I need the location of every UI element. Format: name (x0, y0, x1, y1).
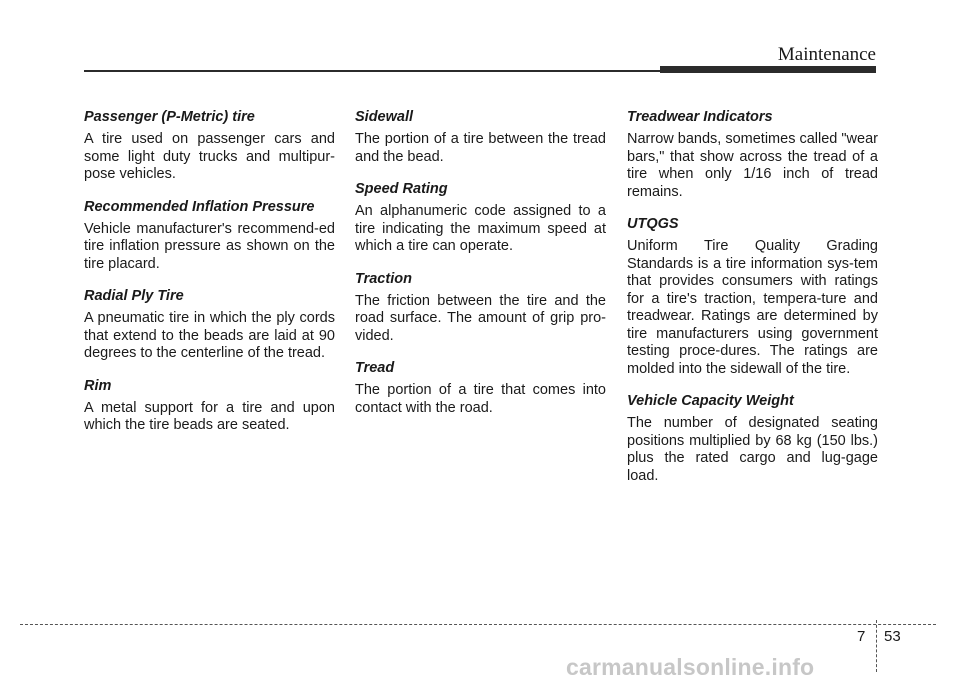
section-heading: Rim (84, 377, 112, 394)
footer-divider (876, 620, 877, 672)
page-number: 53 (884, 628, 901, 645)
definition-section (627, 215, 878, 378)
section-text: Vehicle manufacturer's recommend-ed tire inflation pressure as shown on the tire placard. (84, 220, 335, 272)
footer-rule (20, 624, 936, 625)
section-text: The portion of a tire that comes into contact with the road. (355, 382, 606, 416)
definition-section (355, 359, 606, 417)
section-heading: Tread (355, 360, 395, 376)
section-heading: Vehicle Capacity Weight (627, 393, 794, 409)
section-heading: Passenger (P-Metric) tire (84, 109, 255, 125)
column-2 (355, 108, 606, 431)
definition-section (84, 108, 335, 184)
header-rule-accent (660, 66, 876, 73)
section-text: A metal support for a tire and upon which the tire beads are seated. (84, 399, 335, 433)
column-1 (84, 108, 335, 449)
definition-section (355, 180, 606, 256)
section-text: The number of designated seating positions multiplied by 68 kg (150 lbs.) plus the rated cargo and lug-gage load. (627, 415, 878, 484)
section-heading: Radial Ply Tire (84, 288, 184, 304)
column-3 (627, 108, 878, 499)
section-heading: Traction (355, 270, 412, 287)
section-text: The friction between the tire and the road surface. The amount of grip pro-vided. (355, 292, 606, 344)
definition-section (84, 287, 335, 363)
section-text: Narrow bands, sometimes called "wear bars," that show across the tread of a tire when only 1/16 inch of tread remains. (627, 131, 878, 200)
section-text: A tire used on passenger cars and some light duty trucks and multipur-pose vehicles. (84, 131, 335, 182)
definition-section (355, 108, 606, 166)
section-heading: Recommended Inflation Pressure (84, 198, 315, 215)
section-heading: Speed Rating (355, 181, 448, 197)
definition-section (627, 108, 878, 201)
watermark-text: carmanualsonline.info (566, 654, 815, 680)
section-text: An alphanumeric code assigned to a tire indicating the maximum speed at which a tire can operate. (355, 203, 606, 254)
definition-section (355, 270, 606, 346)
section-heading: Treadwear Indicators (627, 109, 773, 125)
section-heading: Sidewall (355, 109, 414, 125)
section-text: Uniform Tire Quality Grading Standards is a tire information sys-tem that provides consumers with ratings for a tire's traction, tempera-ture and treadwear. Ratings are determined by tire manufacturers using government testing proce-dures. The ratings are molded into the sidewall of the tire. (627, 238, 878, 377)
header-rule (84, 70, 660, 72)
chapter-number: 7 (857, 628, 866, 645)
definition-section (84, 377, 335, 435)
section-text: The portion of a tire between the tread and the bead. (355, 131, 606, 165)
definition-section (84, 198, 335, 274)
page-header-title: Maintenance (777, 44, 876, 65)
section-heading: UTQGS (627, 216, 679, 232)
definition-section (627, 392, 878, 485)
section-text: A pneumatic tire in which the ply cords that extend to the beads are laid at 90 degrees to the centerline of the tread. (84, 310, 335, 361)
